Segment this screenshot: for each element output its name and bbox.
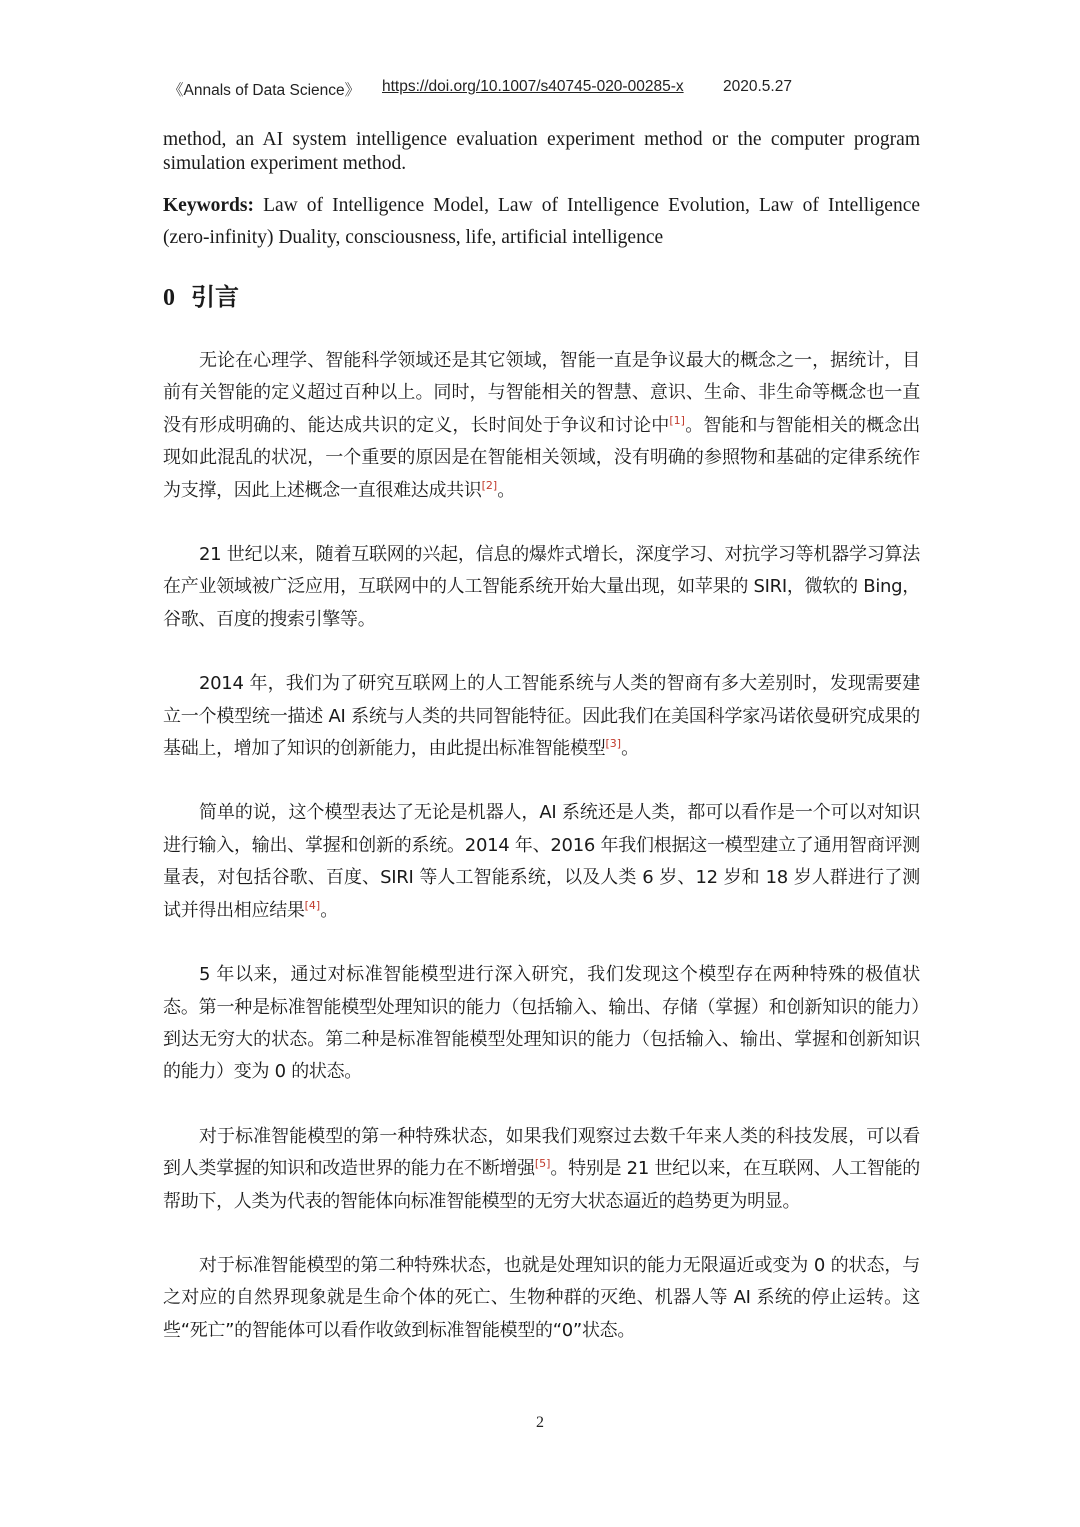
paragraph-6-end: 。特别是 21 世纪以来，在互联网、人工智能的帮助下，人类为代表的智能体向标准智能模型的无穷大状态逼近的趋势更为明显。 xyxy=(163,1158,920,1212)
page-number: 2 xyxy=(536,1414,544,1431)
paragraph-2: 21 世纪以来，随着互联网的兴起，信息的爆炸式增长，深度学习、对抗学习等机器学习算法在产业领域被广泛应用，互联网中的人工智能系统开始大量出现，如苹果的 SIRI，微软的 Bing，谷歌、百度的搜索引擎等。 xyxy=(163,544,920,630)
publication-date: 2020.5.27 xyxy=(723,78,792,95)
paragraph-6-text: 对于标准智能模型的第一种特殊状态，如果我们观察过去数千年来人类的科技发展，可以看到人类掌握的知识和改造世界的能力在不断增强 xyxy=(163,1125,920,1180)
section-heading xyxy=(163,280,920,315)
paragraph-4 xyxy=(163,797,920,927)
citation-2[interactable]: [2] xyxy=(481,478,498,492)
section-title: 引言 xyxy=(191,283,239,311)
journal-name: 《Annals of Data Science》 xyxy=(168,82,361,99)
paragraph-3-end: 。 xyxy=(621,738,639,760)
paragraph-4-end: 。 xyxy=(320,899,338,921)
citation-4[interactable]: [4] xyxy=(304,898,321,912)
page-body xyxy=(163,128,920,1347)
paragraph-1-text-b: 。智能和与智能相关的概念出现如此混乱的状况，一个重要的原因是在智能相关领域，没有明确的参照物和基础的定律系统作为支撑，因此上述概念一直很难达成共识 xyxy=(163,414,920,501)
citation-3[interactable]: [3] xyxy=(605,737,622,751)
keywords xyxy=(163,190,920,254)
keywords-label: Keywords: xyxy=(163,195,254,216)
abstract-continuation: method, an AI system intelligence evaluation experiment method or the computer program simulation experiment method. xyxy=(163,129,920,174)
paragraph-6 xyxy=(163,1121,920,1218)
paragraph-3-text: 2014 年，我们为了研究互联网上的人工智能系统与人类的智商有多大差别时，发现需要建立一个模型统一描述 AI 系统与人类的共同智能特征。因此我们在美国科学家冯诺依曼研究成果的基础上，增加了知识的创新能力，由此提出标准智能模型 xyxy=(163,673,920,760)
citation-5[interactable]: [5] xyxy=(534,1157,551,1171)
paragraph-1 xyxy=(163,345,920,507)
paragraph-1-text-a: 无论在心理学、智能科学领域还是其它领域，智能一直是争议最大的概念之一，据统计，目前有关智能的定义超过百种以上。同时，与智能相关的智慧、意识、生命、非生命等概念也一直没有形成明确的、能达成共识的定义，长时间处于争议和讨论中 xyxy=(163,350,920,436)
citation-1[interactable]: [1] xyxy=(669,413,685,427)
paragraph-3 xyxy=(163,668,920,765)
section-number: 0 xyxy=(163,285,175,311)
paragraph-4-text: 简单的说，这个模型表达了无论是机器人，AI 系统还是人类，都可以看作是一个可以对知识进行输入，输出、掌握和创新的系统。2014 年、2016 年我们根据这一模型建立了通用智商评测量表，对包括谷歌、百度、SIRI 等人工智能系统，以及人类 6 岁、12 岁和 18 岁人群进行了测试并得出相应结果 xyxy=(163,802,920,921)
paragraph-7: 对于标准智能模型的第二种特殊状态，也就是处理知识的能力无限逼近或变为 0 的状态，与之对应的自然界现象就是生命个体的死亡、生物种群的灭绝、机器人等 AI 系统的停止运转。这些“死亡”的智能体可以看作收敛到标准智能模型的“0”状态。 xyxy=(163,1254,920,1341)
doi-link[interactable]: https://doi.org/10.1007/s40745-020-00285-x xyxy=(382,78,684,95)
paragraph-5: 5 年以来，通过对标准智能模型进行深入研究，我们发现这个模型存在两种特殊的极值状态。第一种是标准智能模型处理知识的能力（包括输入、输出、存储（掌握）和创新知识的能力）到达无穷大的状态。第二种是标准智能模型处理知识的能力（包括输入、输出、掌握和创新知识的能力）变为 0 的状态。 xyxy=(163,964,920,1083)
keywords-text: Law of Intelligence Model, Law of Intelligence Evolution, Law of Intelligence (zero-infinity) Duality, consciousness, life, artificial intelligence xyxy=(163,195,921,248)
paragraph-1-end: 。 xyxy=(497,479,515,501)
